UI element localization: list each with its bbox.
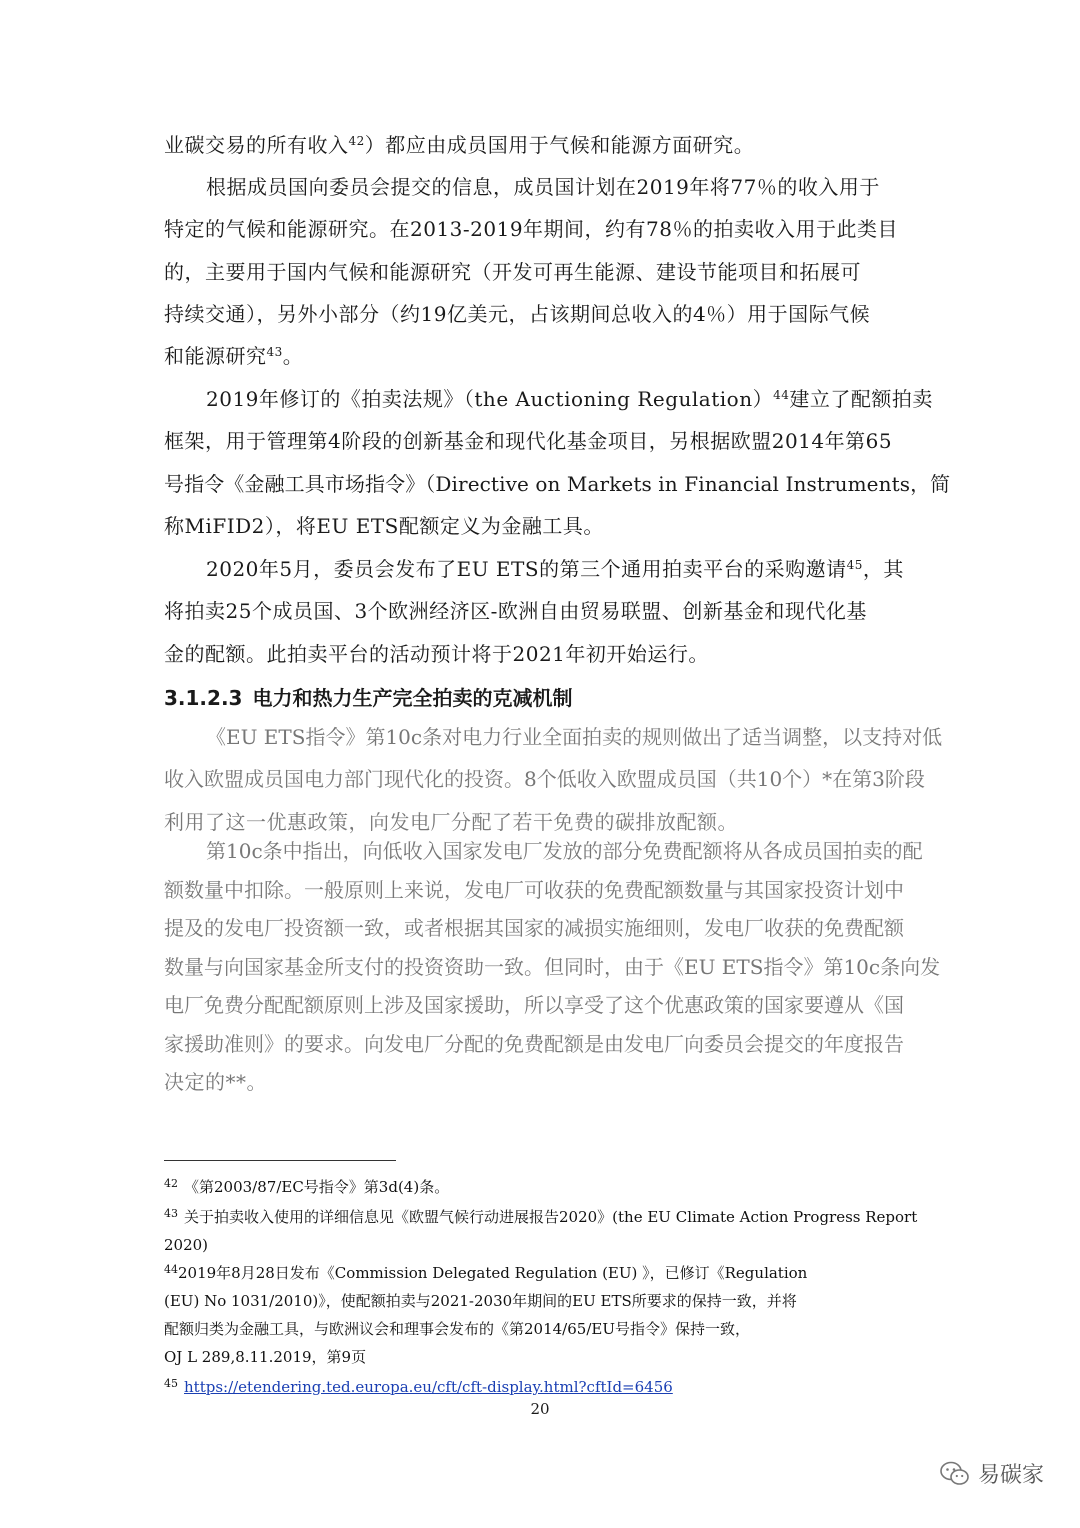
- text-line: 称MiFID2），将EU ETS配额定义为金融工具。: [164, 513, 604, 538]
- paragraph-1: [164, 124, 916, 166]
- footnote-text: OJ L 289,8.11.2019，第9页: [164, 1348, 367, 1366]
- footnote-mark: 44: [164, 1263, 178, 1276]
- text-line: 家援助准则》的要求。向发电厂分配的免费配额是由发电厂向委员会提交的年度报告: [164, 1031, 904, 1056]
- section-heading: [164, 682, 572, 711]
- footnote-44: [164, 1256, 924, 1371]
- page-number: 20: [530, 1400, 550, 1418]
- text-line: 利用了这一优惠政策，向发电厂分配了若干免费的碳排放配额。: [164, 809, 738, 834]
- footnote-text: 《第2003/87/EC号指令》第3d(4)条。: [184, 1178, 450, 1196]
- section-number: 3.1.2.3: [164, 686, 243, 710]
- text-line: 建立了配额拍卖: [789, 387, 933, 411]
- text-line: 金的配额。此拍卖平台的活动预计将于2021年初开始运行。: [164, 641, 709, 666]
- text-line: 持续交通），另外小部分（约19亿美元，占该期间总收入的4％）用于国际气候: [164, 301, 871, 326]
- text-line: ）都应由成员国用于气候和能源方面研究。: [364, 133, 755, 157]
- text-line: 和能源研究: [164, 344, 267, 369]
- text-line: 提及的发电厂投资额一致，或者根据其国家的减损实施细则，发电厂收获的免费配额: [164, 916, 904, 940]
- footnote-text: (EU) No 1031/2010)》，使配额拍卖与2021-2030年期间的EU ETS所要求的保持一致，并将: [164, 1292, 797, 1310]
- text-line: 电厂免费分配配额原则上涉及国家援助，所以享受了这个优惠政策的国家要遵从《国: [164, 993, 904, 1017]
- footnote-ref[interactable]: 44: [773, 388, 790, 402]
- text-line: 额数量中扣除。一般原则上来说，发电厂可收获的免费配额数量与其国家投资计划中: [164, 877, 904, 902]
- text-line: 。: [282, 344, 304, 369]
- text-line: 的，主要用于国内气候和能源研究（开发可再生能源、建设节能项目和拓展可: [164, 259, 861, 284]
- footnote-mark: 45: [164, 1377, 178, 1390]
- footnote-text: 关于拍卖收入使用的详细信息见《欧盟气候行动进展报告2020》(the EU Climate Action Progress Report: [184, 1208, 918, 1226]
- footnote-link[interactable]: https://etendering.ted.europa.eu/cft/cft-display.html?cftId=6456: [184, 1378, 673, 1396]
- footnote-ref[interactable]: 43: [266, 345, 283, 360]
- text-line: 2019年修订的《拍卖法规》（the Auctioning Regulation）: [206, 387, 774, 411]
- text-line: 《EU ETS指令》第10c条对电力行业全面拍卖的规则做出了适当调整，以支持对低: [206, 725, 943, 749]
- text-line: 2020年5月，委员会发布了EU ETS的第三个通用拍卖平台的采购邀请: [206, 557, 847, 581]
- text-line: 收入欧盟成员国电力部门现代化的投资。8个低收入欧盟成员国（共10个）*在第3阶段: [164, 767, 925, 792]
- footnote-mark: 43: [164, 1207, 178, 1220]
- paragraph-2: [164, 166, 916, 377]
- text-line: 数量与向国家基金所支付的投资资助一致。但同时，由于《EU ETS指令》第10c条向发: [164, 954, 941, 979]
- text-line: 业碳交易的所有收入: [164, 133, 349, 157]
- text-line: 根据成员国向委员会提交的信息，成员国计划在2019年将77％的收入用于: [206, 175, 880, 199]
- text-line: 将拍卖25个成员国、3个欧洲经济区-欧洲自由贸易联盟、创新基金和现代化基: [164, 599, 867, 624]
- footnote-ref[interactable]: 45: [846, 558, 863, 572]
- section-title: 电力和热力生产完全拍卖的克减机制: [252, 686, 573, 710]
- text-line: 号指令《金融工具市场指令》（Directive on Markets in Financial Instruments，简: [164, 471, 951, 496]
- footnote-text: 2020): [164, 1236, 209, 1254]
- footnote-45: [164, 1370, 924, 1401]
- watermark-text: 易碳家: [977, 1463, 1044, 1488]
- text-line: 第10c条中指出，向低收入国家发电厂发放的部分免费配额将从各成员国拍卖的配: [206, 839, 923, 863]
- footnote-42: [164, 1170, 924, 1201]
- text-line: ，其: [862, 557, 904, 581]
- footnote-text: 2019年8月28日发布《Commission Delegated Regulation (EU) 》，已修订《Regulation: [178, 1264, 808, 1282]
- footnote-43: [164, 1200, 924, 1259]
- text-line: 特定的气候和能源研究。在2013-2019年期间，约有78％的拍卖收入用于此类目: [164, 217, 899, 242]
- footnote-mark: 42: [164, 1177, 178, 1190]
- watermark: [940, 1458, 1044, 1489]
- footnote-text: 配额归类为金融工具，与欧洲议会和理事会发布的《第2014/65/EU号指令》保持一致，: [164, 1320, 750, 1338]
- text-line: 框架，用于管理第4阶段的创新基金和现代化基金项目，另根据欧盟2014年第65: [164, 429, 893, 454]
- paragraph-4: [164, 548, 916, 675]
- paragraph-6: [164, 832, 941, 1102]
- paragraph-5: [164, 716, 943, 843]
- text-line: 决定的**。: [164, 1070, 267, 1094]
- wechat-icon: [940, 1461, 970, 1487]
- paragraph-3: [164, 378, 951, 547]
- footnote-ref[interactable]: 42: [348, 134, 365, 148]
- footnote-divider: [164, 1160, 396, 1161]
